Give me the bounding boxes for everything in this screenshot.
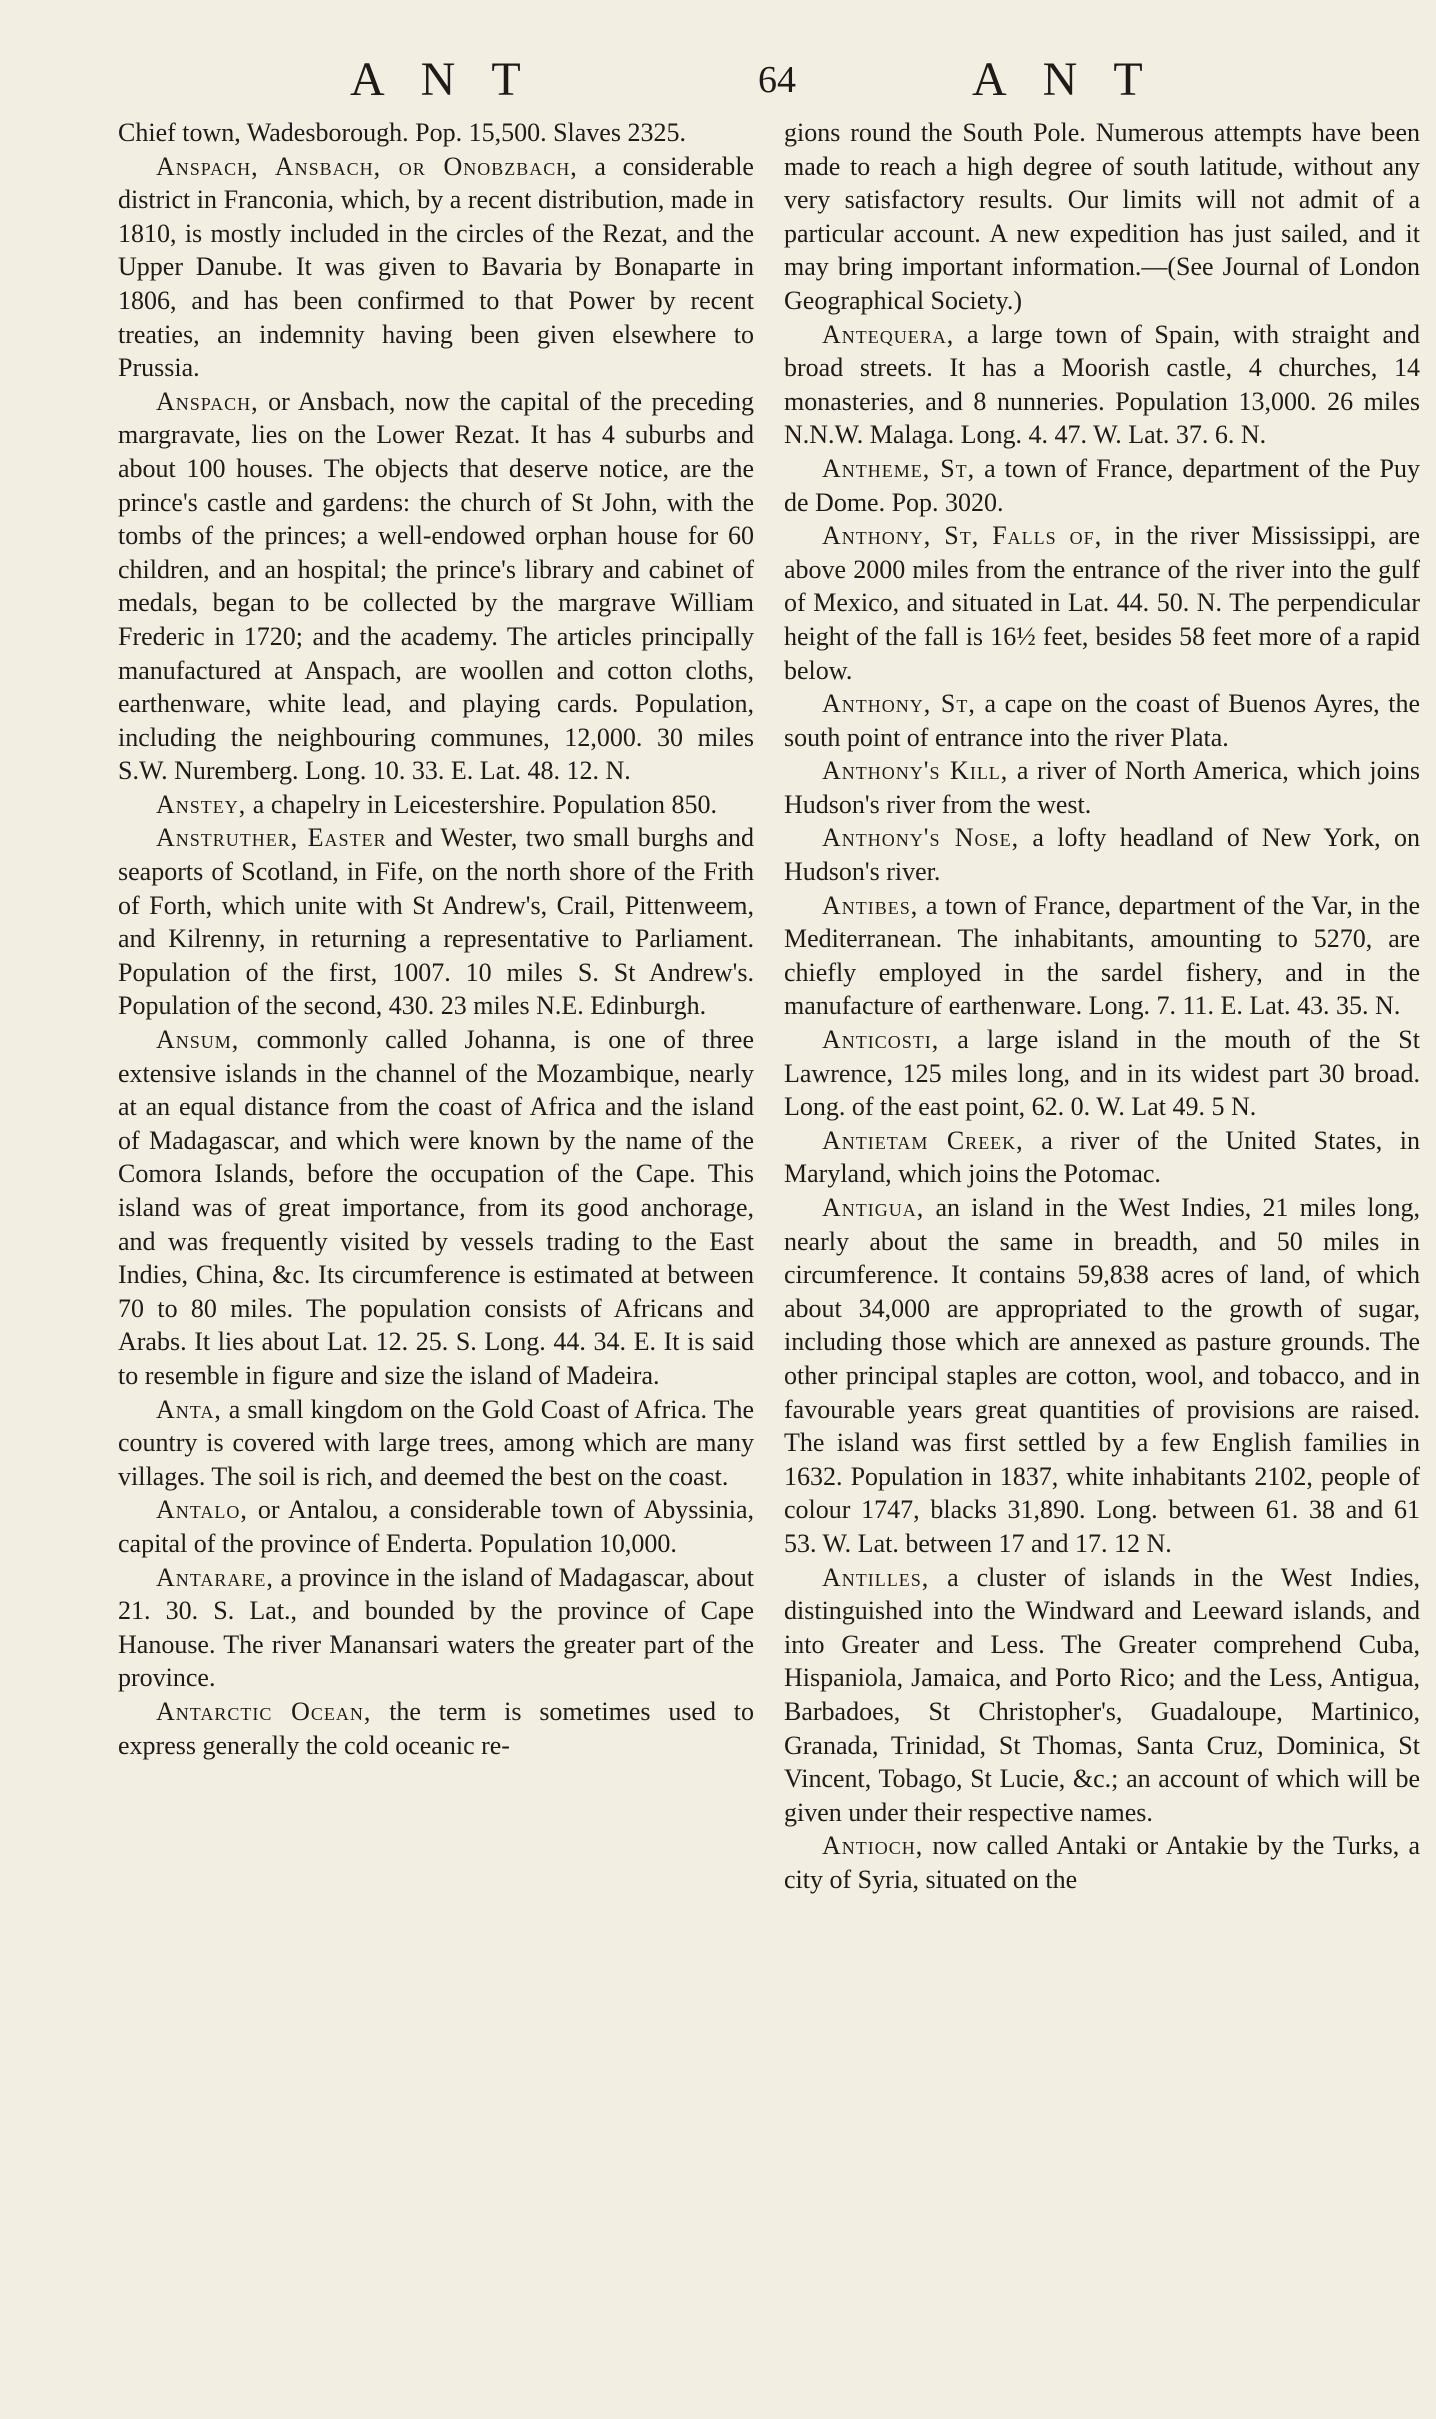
entry-headword: Anthony, St, <box>822 689 976 719</box>
dictionary-entry <box>784 1829 1420 1896</box>
page-number: 64 <box>758 59 796 101</box>
entry-text: a chapelry in Leicestershire. Population 850. <box>246 789 718 819</box>
dictionary-entry <box>118 150 754 385</box>
entry-text: a province in the island of Madagascar, about 21. 30. S. Lat., and bounded by the province of Cape Hanouse. The river Manansari waters the greater part of the province. <box>118 1562 754 1693</box>
dictionary-entry <box>784 1561 1420 1830</box>
entry-headword: Antilles, <box>822 1562 930 1592</box>
dictionary-entry <box>784 318 1420 452</box>
entry-headword: Anspach, Ansbach, or Onobzbach, <box>156 151 578 181</box>
dictionary-entry <box>784 1124 1420 1191</box>
entry-headword: Antequera, <box>822 319 955 349</box>
entry-headword: Antarctic Ocean, <box>156 1696 372 1726</box>
entry-headword: Antioch, <box>822 1831 924 1861</box>
right-column <box>784 116 1420 1896</box>
dictionary-entry <box>784 754 1420 821</box>
dictionary-entry <box>784 1191 1420 1561</box>
entry-headword: Anspach, <box>156 386 259 416</box>
dictionary-entry <box>784 116 1420 318</box>
dictionary-entry <box>118 1023 754 1393</box>
entry-text: a river of the United States, in Maryland, which joins the Potomac. <box>784 1125 1420 1189</box>
dictionary-entry <box>784 889 1420 1023</box>
dictionary-entry <box>118 788 754 822</box>
entry-text: in the river Mississippi, are above 2000 miles from the entrance of the river into the gulf of Mexico, and situated in Lat. 44. 50. N. The perpendicular height of the fall is 16½ feet, besides 58 feet more of a rapid below. <box>784 521 1420 685</box>
entry-text: a considerable district in Franconia, which, by a recent distribution, made in 1810, is mostly included in the circles of the Rezat, and the Upper Danube. It was given to Bavaria by Bonaparte in 1806, and has been confirmed to that Power by recent treaties, an indemnity having been given elsewhere to Prussia. <box>118 151 754 383</box>
entry-headword: Antarare, <box>156 1562 274 1592</box>
entry-text: a town of France, department of the Var, in the Mediterranean. The inhabitants, amounting to 5270, are chiefly employed in the sardel fishery, and in the manufacture of earthenware. Long. 7. 11. E. Lat. 43. 35. N. <box>784 890 1420 1021</box>
entry-headword: Anthony, St, Falls of, <box>822 521 1103 551</box>
dictionary-entry <box>118 1695 754 1762</box>
header-left-word: ANT <box>350 53 557 106</box>
entry-headword: Ansum, <box>156 1025 240 1055</box>
entry-headword: Antietam Creek, <box>822 1125 1024 1155</box>
dictionary-entry <box>118 1493 754 1560</box>
entry-text: a lofty headland of New York, on Hudson's river. <box>784 823 1420 887</box>
dictionary-entry <box>118 1393 754 1494</box>
entry-text: now called Antaki or Antakie by the Turks, a city of Syria, situated on the <box>784 1831 1420 1894</box>
dictionary-entry <box>784 1023 1420 1124</box>
entry-text: an island in the West Indies, 21 miles long, nearly about the same in breadth, and 50 miles in circumference. It contains 59,838 acres of land, of which about 34,000 are appropriated to the growth of sugar, including those which are annexed as pasture grounds. The other principal staples are cotton, wool, and tobacco, and in favourable years great quantities of provisions are raised. The island was first settled by a few English families in 1632. Population in 1837, white inhabitants 2102, people of colour 1747, blacks 31,890. Long. between 61. 38 and 61 53. W. Lat. between 17 and 17. 12 N. <box>784 1193 1420 1558</box>
dictionary-entry <box>118 116 754 150</box>
entry-headword: Antibes, <box>822 890 919 920</box>
entry-headword: Antalo, <box>156 1495 248 1525</box>
entry-text: Chief town, Wadesborough. Pop. 15,500. Slaves 2325. <box>118 118 686 147</box>
dictionary-entry <box>784 519 1420 687</box>
entry-text: or Ansbach, now the capital of the preceding margravate, lies on the Lower Rezat. It has 4 suburbs and about 100 houses. The objects that deserve notice, are the prince's castle and gardens: the church of St John, with the tombs of the princes; a well-endowed orphan house for 60 children, and an hospital; the prince's library and cabinet of medals, began to be collected by the margrave William Frederic in 1720; and the academy. The articles principally manufactured at Anspach, are woollen and cotton cloths, earthenware, white lead, and playing cards. Population, including the neighbouring communes, 12,000. 30 miles S.W. Nuremberg. Long. 10. 33. E. Lat. 48. 12. N. <box>118 386 754 786</box>
entry-text: a large town of Spain, with straight and broad streets. It has a Moorish castle, 4 churches, 14 monasteries, and 8 nunneries. Population 13,000. 26 miles N.N.W. Malaga. Long. 4. 47. W. Lat. 37. 6. N. <box>784 319 1420 450</box>
dictionary-entry <box>118 385 754 788</box>
left-column <box>118 116 754 1762</box>
entry-text: and Wester, two small burghs and seaports of Scotland, in Fife, on the north shore of the Frith of Forth, which unite with St Andrew's, Crail, Pittenweem, and Kilrenny, in returning a representative to Parliament. Population of the first, 1007. 10 miles S. St Andrew's. Population of the second, 430. 23 miles N.E. Edinburgh. <box>118 823 754 1021</box>
header-right-word: ANT <box>972 53 1179 106</box>
entry-text: a small kingdom on the Gold Coast of Africa. The country is covered with large trees, among which are many villages. The soil is rich, and deemed the best on the coast. <box>118 1394 754 1491</box>
entry-headword: Anticosti, <box>822 1025 940 1055</box>
entry-headword: Anstey, <box>156 789 247 819</box>
dictionary-entry <box>784 821 1420 888</box>
running-header <box>0 52 1436 112</box>
entry-text: the term is sometimes used to express generally the cold oceanic re- <box>118 1696 754 1760</box>
entry-headword: Antigua, <box>822 1193 925 1222</box>
entry-text: a river of North America, which joins Hudson's river from the west. <box>784 756 1420 819</box>
entry-headword: Anstruther, Easter <box>156 823 387 853</box>
dictionary-entry <box>784 687 1420 754</box>
entry-text: or Antalou, a considerable town of Abyssinia, capital of the province of Enderta. Population 10,000. <box>118 1495 754 1558</box>
dictionary-entry <box>118 821 754 1023</box>
entry-headword: Anthony's Nose, <box>822 823 1020 853</box>
entry-text: a cluster of islands in the West Indies, distinguished into the Windward and Leeward islands, and into Greater and Less. The Greater comprehend Cuba, Hispaniola, Jamaica, and Porto Rico; and the Less, Antigua, Barbadoes, St Christopher's, Guadaloupe, Martinico, Granada, Trinidad, St Thomas, Santa Cruz, Dominica, St Vincent, Tobago, St Lucie, &c.; an account of which will be given under their respective names. <box>784 1562 1420 1827</box>
entry-text: a town of France, department of the Puy de Dome. Pop. 3020. <box>784 453 1420 517</box>
entry-text: a large island in the mouth of the St Lawrence, 125 miles long, and in its widest part 30 broad. Long. of the east point, 62. 0. W. Lat 49. 5 N. <box>784 1025 1420 1122</box>
dictionary-entry <box>118 1561 754 1695</box>
entry-headword: Antheme, St, <box>822 453 976 483</box>
entry-text: commonly called Johanna, is one of three extensive islands in the channel of the Mozambique, nearly at an equal distance from the coast of Africa and the island of Madagascar, and which were known by the name of the Comora Islands, before the occupation of the Cape. This island was of great importance, from its good anchorage, and was frequently visited by vessels trading to the East Indies, China, &c. Its circumference is estimated at between 70 to 80 miles. The population consists of Africans and Arabs. It lies about Lat. 12. 25. S. Long. 44. 34. E. It is said to resemble in figure and size the island of Madeira. <box>118 1025 754 1390</box>
entry-headword: Anta, <box>156 1394 222 1424</box>
entry-text: a cape on the coast of Buenos Ayres, the south point of entrance into the river Plata. <box>784 689 1420 752</box>
dictionary-entry <box>784 452 1420 519</box>
entry-text: gions round the South Pole. Numerous attempts have been made to reach a high degree of south latitude, without any very satisfactory results. Our limits will not admit of a particular account. A new expedition has just sailed, and it may bring important information.—(See Journal of London Geographical Society.) <box>784 118 1420 315</box>
entry-headword: Anthony's Kill, <box>822 756 1009 786</box>
